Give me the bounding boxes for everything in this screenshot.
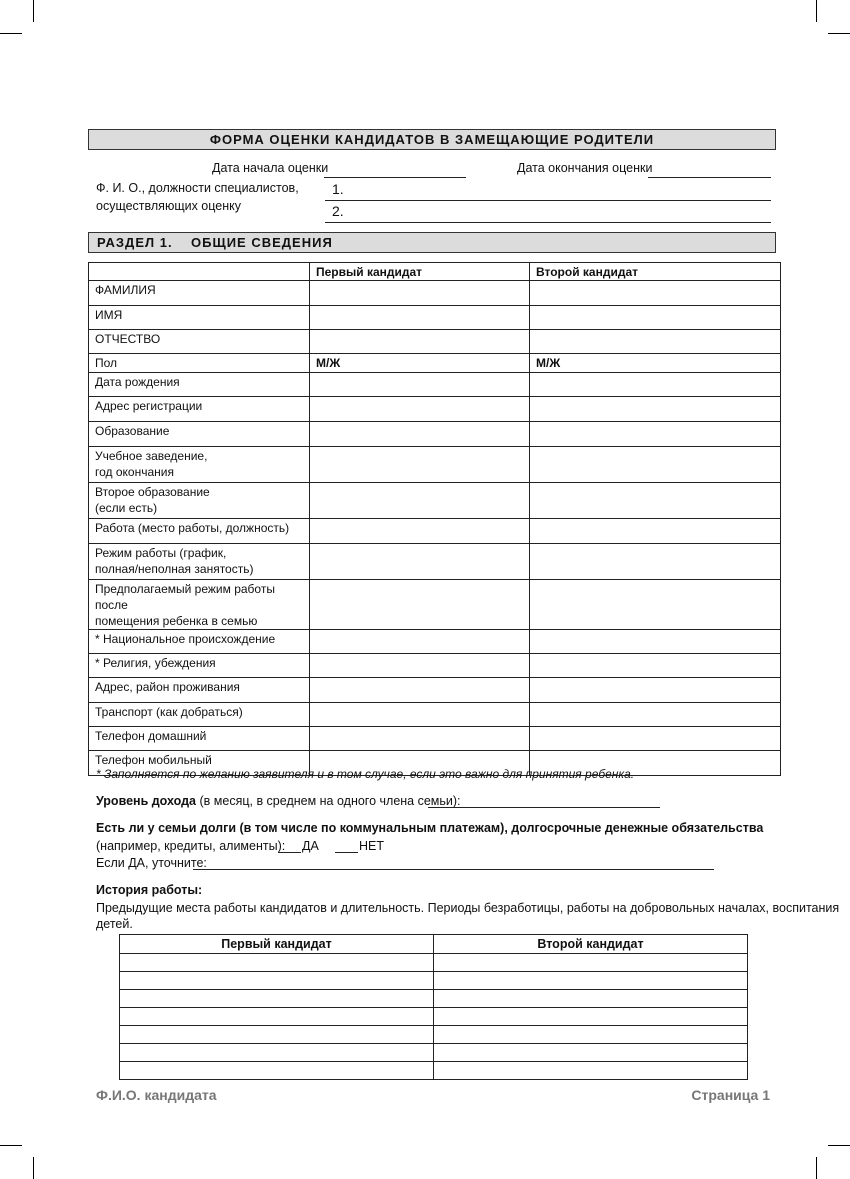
table-row — [120, 1062, 748, 1080]
row-label — [89, 519, 310, 544]
table-row — [89, 354, 781, 373]
candidate-2-cell[interactable] — [530, 630, 781, 654]
crop-mark — [816, 0, 817, 22]
row-label-text: Телефон мобильный — [95, 753, 212, 767]
candidate-2-cell[interactable] — [530, 654, 781, 678]
table-row — [89, 630, 781, 654]
candidate-2-cell[interactable] — [530, 330, 781, 354]
work-header-candidate-2: Второй кандидат — [434, 935, 748, 954]
table-row — [120, 972, 748, 990]
debts-specify-label: Если ДА, уточните: — [96, 856, 207, 870]
candidate-2-cell[interactable] — [530, 727, 781, 751]
end-date-field[interactable] — [648, 177, 771, 178]
candidate-1-cell[interactable] — [310, 654, 530, 678]
row-label — [89, 281, 310, 306]
row-label — [89, 483, 310, 519]
work-header-candidate-1: Первый кандидат — [120, 935, 434, 954]
row-label — [89, 422, 310, 447]
income-label-bold: Уровень дохода — [96, 794, 197, 808]
row-label — [89, 306, 310, 330]
row-label — [89, 630, 310, 654]
table-row — [120, 954, 748, 972]
specialists-label-2: осуществляющих оценку — [96, 199, 241, 213]
table-row — [89, 678, 781, 703]
work-history-description-2: детей. — [96, 917, 133, 931]
work-cell-2[interactable] — [434, 954, 748, 972]
row-label-text: Учебное заведение, — [95, 449, 208, 463]
work-cell-2[interactable] — [434, 1026, 748, 1044]
row-label-text: Предполагаемый режим работы после — [95, 582, 275, 612]
row-label-text-2: полная/неполная занятость) — [95, 562, 254, 576]
crop-mark — [0, 1145, 22, 1146]
row-label-text: ИМЯ — [95, 308, 123, 322]
row-label-text: * Национальное происхождение — [95, 632, 276, 646]
candidate-2-cell[interactable] — [530, 580, 781, 630]
footer-page-number: Страница 1 — [691, 1087, 770, 1103]
table-row — [120, 990, 748, 1008]
table-row — [89, 306, 781, 330]
table-header-empty — [89, 263, 310, 281]
candidate-1-cell[interactable] — [310, 281, 530, 306]
row-label-text: Пол — [95, 356, 118, 370]
table-row — [89, 397, 781, 422]
row-label-text: Адрес регистрации — [95, 399, 203, 413]
row-label-text: Адрес, район проживания — [95, 680, 240, 694]
specialist-1-field[interactable] — [325, 200, 771, 201]
candidate-1-cell[interactable] — [310, 703, 530, 727]
work-history-title: История работы: — [96, 883, 203, 897]
footer-candidate-name: Ф.И.О. кандидата — [96, 1087, 217, 1103]
crop-mark — [33, 0, 34, 22]
row-label-text-2: (если есть) — [95, 501, 158, 515]
table-row — [89, 483, 781, 519]
work-history-description: Предыдущие места работы кандидатов и длительность. Периоды безработицы, работы на добровольных началах, воспитания — [96, 901, 840, 915]
row-label — [89, 703, 310, 727]
table-row — [89, 703, 781, 727]
income-field[interactable] — [428, 807, 660, 808]
end-date-label: Дата окончания оценки — [517, 161, 653, 175]
section-1-header — [88, 232, 776, 253]
work-cell-2[interactable] — [434, 990, 748, 1008]
work-cell-2[interactable] — [434, 1008, 748, 1026]
work-cell-1[interactable] — [120, 1044, 434, 1062]
table-row — [89, 447, 781, 483]
row-label — [89, 544, 310, 580]
crop-mark — [816, 1157, 817, 1179]
table-row — [89, 580, 781, 630]
table-header-candidate-2: Второй кандидат — [530, 263, 781, 281]
candidate-2-cell[interactable] — [530, 519, 781, 544]
table-row — [89, 727, 781, 751]
candidate-2-cell[interactable]: М/Ж — [530, 354, 781, 373]
debts-examples: (например, кредиты, алименты): — [96, 839, 286, 853]
row-label-text: Режим работы (график, — [95, 546, 227, 560]
candidate-2-cell[interactable] — [530, 678, 781, 703]
candidate-1-cell[interactable] — [310, 447, 530, 483]
candidate-1-cell[interactable] — [310, 519, 530, 544]
work-cell-2[interactable] — [434, 1062, 748, 1080]
debts-question: Есть ли у семьи долги (в том числе по коммунальным платежам), долгосрочные денежные обязательства — [96, 821, 764, 835]
candidate-2-cell[interactable] — [530, 281, 781, 306]
work-cell-1[interactable] — [120, 1062, 434, 1080]
row-label — [89, 447, 310, 483]
work-cell-2[interactable] — [434, 1044, 748, 1062]
start-date-field[interactable] — [324, 177, 466, 178]
candidate-1-cell[interactable] — [310, 397, 530, 422]
candidate-1-cell[interactable] — [310, 580, 530, 630]
row-label-text: * Религия, убеждения — [95, 656, 216, 670]
crop-mark — [0, 33, 22, 34]
work-cell-1[interactable] — [120, 1008, 434, 1026]
income-label — [96, 794, 461, 808]
work-cell-2[interactable] — [434, 972, 748, 990]
table-row — [120, 1008, 748, 1026]
table-header-candidate-1: Первый кандидат — [310, 263, 530, 281]
table-row — [89, 519, 781, 544]
crop-mark — [828, 1145, 850, 1146]
candidate-2-cell[interactable] — [530, 703, 781, 727]
row-label — [89, 727, 310, 751]
candidate-1-cell[interactable] — [310, 544, 530, 580]
row-label-text: Дата рождения — [95, 375, 180, 389]
candidate-1-cell[interactable] — [310, 483, 530, 519]
row-label — [89, 580, 310, 630]
candidate-2-cell[interactable] — [530, 306, 781, 330]
candidate-1-cell[interactable] — [310, 306, 530, 330]
crop-mark — [33, 1157, 34, 1179]
row-label-text-2: год окончания — [95, 465, 174, 479]
candidate-1-cell[interactable] — [310, 678, 530, 703]
table-row — [89, 422, 781, 447]
specialist-1-number: 1. — [332, 181, 344, 197]
candidate-1-cell[interactable] — [310, 330, 530, 354]
work-cell-1[interactable] — [120, 990, 434, 1008]
row-label — [89, 330, 310, 354]
work-cell-1[interactable] — [120, 1026, 434, 1044]
table-row — [89, 654, 781, 678]
row-label-text: Образование — [95, 424, 170, 438]
income-label-rest: (в месяц, в среднем на одного члена семьи): — [199, 794, 461, 808]
row-label-text: ФАМИЛИЯ — [95, 283, 156, 297]
debts-no-label: НЕТ — [359, 839, 384, 853]
candidate-2-cell[interactable] — [530, 483, 781, 519]
general-info-table — [88, 262, 781, 776]
table-row — [89, 544, 781, 580]
debts-yes-checkbox[interactable] — [278, 852, 301, 853]
row-label — [89, 678, 310, 703]
row-label — [89, 373, 310, 397]
table-row — [120, 1044, 748, 1062]
row-label-text: Второе образование — [95, 485, 210, 499]
specialist-2-field[interactable] — [325, 222, 771, 223]
row-label — [89, 397, 310, 422]
debts-specify-field[interactable] — [193, 869, 714, 870]
candidate-1-cell[interactable] — [310, 630, 530, 654]
section-1-title: ОБЩИЕ СВЕДЕНИЯ — [191, 235, 333, 250]
row-label-text: Работа (место работы, должность) — [95, 521, 290, 535]
candidate-1-cell[interactable] — [310, 422, 530, 447]
form-title: ФОРМА ОЦЕНКИ КАНДИДАТОВ В ЗАМЕЩАЮЩИЕ РОДИТЕЛИ — [88, 129, 776, 150]
row-label-text-2: помещения ребенка в семью — [95, 614, 258, 628]
table-row — [89, 373, 781, 397]
work-history-table — [119, 934, 748, 1080]
candidate-1-cell[interactable] — [310, 373, 530, 397]
row-label-text: Телефон домашний — [95, 729, 207, 743]
candidate-2-cell[interactable] — [530, 397, 781, 422]
table-row — [89, 281, 781, 306]
row-label-text: ОТЧЕСТВО — [95, 332, 161, 346]
section-1-number: РАЗДЕЛ 1. — [97, 235, 173, 250]
debts-yes-label: ДА — [302, 839, 319, 853]
debts-no-checkbox[interactable] — [335, 852, 358, 853]
table-row — [120, 1026, 748, 1044]
row-label — [89, 654, 310, 678]
table-row — [89, 330, 781, 354]
candidate-1-cell[interactable] — [310, 727, 530, 751]
footnote: * Заполняется по желанию заявителя и в том случае, если это важно для принятия ребенка. — [96, 767, 635, 781]
candidate-2-cell[interactable] — [530, 422, 781, 447]
candidate-2-cell[interactable] — [530, 373, 781, 397]
work-cell-1[interactable] — [120, 954, 434, 972]
specialist-2-number: 2. — [332, 203, 344, 219]
candidate-2-cell[interactable] — [530, 544, 781, 580]
work-cell-1[interactable] — [120, 972, 434, 990]
row-label — [89, 354, 310, 373]
candidate-2-cell[interactable] — [530, 447, 781, 483]
start-date-label: Дата начала оценки — [212, 161, 329, 175]
crop-mark — [828, 33, 850, 34]
row-label-text: Транспорт (как добраться) — [95, 705, 243, 719]
specialists-label: Ф. И. О., должности специалистов, — [96, 181, 299, 195]
candidate-1-cell[interactable]: М/Ж — [310, 354, 530, 373]
